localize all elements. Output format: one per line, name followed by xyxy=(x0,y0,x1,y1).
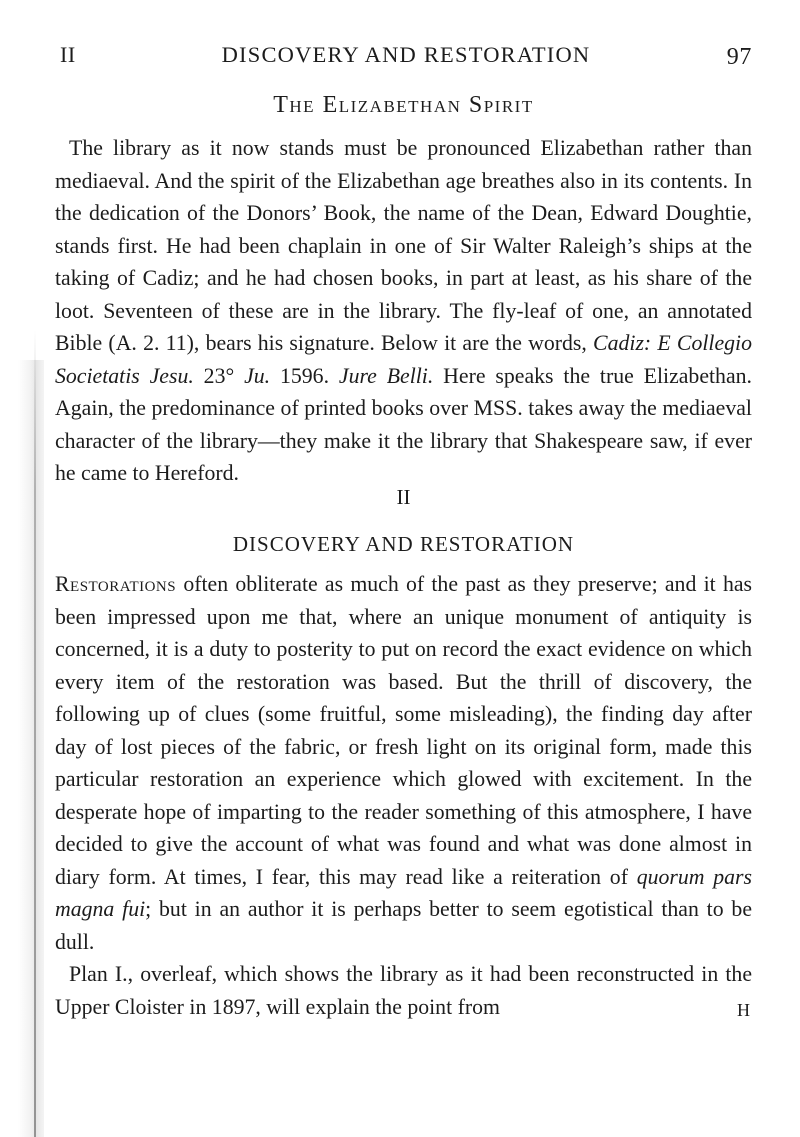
italic-text: quorum pars magna fui xyxy=(55,864,752,921)
text-run: often obliterate as much of the past as they preserve; and it has been impressed upon me that, where an unique monument of antiquity is concerned, it is a duty to posterity to put on record the exact evidence on which every item of the restoration was based. But the thrill of discovery, the following up of clues (some fruitful, some misleading), the finding day after day of lost pieces of the fabric, or fresh light on its original form, made this particular restoration an experience which glowed with excitement. In the desperate hope of imparting to the reader something of this atmosphere, I have decided to give the account of what was found and what was done almost in diary form. At times, I fear, this may read like a reiteration of xyxy=(55,572,752,889)
text-run: 1596. xyxy=(270,363,339,388)
text-run: Here speaks the true Elizabethan. Again, the predominance of printed books over MSS. takes away the mediaeval character of the library—they make it the library that Shakespeare saw, if ever he came to Hereford. xyxy=(55,363,752,485)
lead-words: Restorations xyxy=(55,572,177,596)
section-heading: The Elizabethan Spirit xyxy=(273,92,534,118)
italic-text: Ju. xyxy=(244,363,271,388)
part-body xyxy=(55,568,752,1023)
text-run: ; but in an author it is perhaps better to seem egotistical than to be dull. xyxy=(55,897,752,954)
part-number: II xyxy=(396,485,411,509)
running-head xyxy=(60,42,752,76)
signature-mark: H xyxy=(737,1000,750,1020)
page-number: 97 xyxy=(726,44,752,70)
part-paragraph xyxy=(55,568,752,958)
running-head-chapter: II xyxy=(60,42,76,67)
text-run: The library as it now stands must be pronounced Elizabethan rather than mediaeval. And the spirit of the Elizabethan age breathes also in its contents. In the dedication of the Donors’ Book, the name of the Dean, Edward Doughtie, stands first. He had been chaplain in one of Sir Walter Raleigh’s ships at the taking of Cadiz; and he had chosen books, in part at least, as his share of the loot. Seventeen of these are in the library. The fly-leaf of one, an annotated Bible (A. 2. 11), bears his signature. Below it are the words, xyxy=(55,136,752,355)
section-paragraph xyxy=(55,132,752,490)
running-head-title: DISCOVERY AND RESTORATION xyxy=(221,42,591,67)
italic-text: Cadiz: E Collegio Societatis Jesu. xyxy=(55,331,752,388)
text-run: 23° xyxy=(193,363,245,388)
section-body xyxy=(55,132,752,490)
part-paragraph: Plan I., overleaf, which shows the library as it had been reconstructed in the Upper Cloister in 1897, will explain the point from xyxy=(55,962,752,1019)
italic-text: Jure Belli. xyxy=(338,363,434,388)
part-title: DISCOVERY AND RESTORATION xyxy=(232,532,575,556)
